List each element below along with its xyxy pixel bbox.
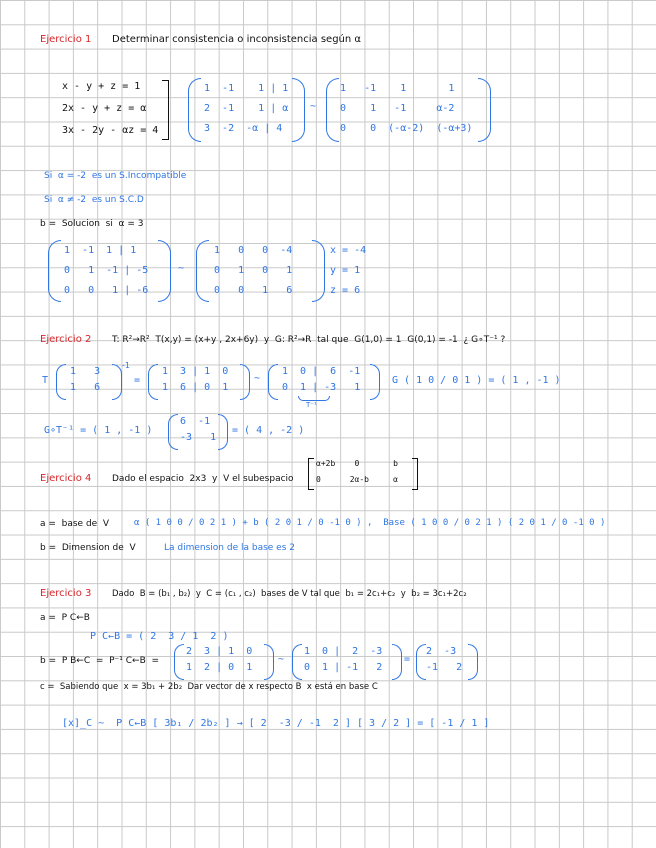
e4-answer-b: La dimension de la base es 2 <box>164 543 295 553</box>
exercise-1-title: Ejercicio 1 <box>40 34 92 45</box>
e2-t-row-1: 1 3 <box>70 366 101 377</box>
e3-m2-right-paren <box>392 644 402 680</box>
e1-tilde: ~ <box>310 101 317 112</box>
e3-m2-left-paren <box>292 644 302 680</box>
e1-conclusion-2: Si α ≠ -2 es un S.C.D <box>44 195 144 205</box>
e3-m2-row-2: 0 1 | -1 2 <box>304 662 383 673</box>
e1-matrix-b-row-2: 0 1 -1 α-2 <box>340 103 455 114</box>
e3-item-b: b = P B←C = P⁻¹ C←B = <box>40 656 160 666</box>
e3-item-c: c = Sabiendo que x = 3b₁ + 2b₂ Dar vector de x respecto B x está en base C <box>40 682 378 692</box>
e2-m1-left-paren <box>148 364 158 400</box>
e1-item-b: b = Solucion si α = 3 <box>40 219 144 229</box>
e4-subspace-left-bracket <box>308 458 314 490</box>
exercise-1-statement: Determinar consistencia o inconsistencia según α <box>112 34 361 45</box>
e4-subspace-row-1: α+2b 0 b <box>316 459 398 468</box>
e4-subspace-row-2: 0 2α-b α <box>316 475 398 484</box>
e1-conclusion-1: Si α = -2 es un S.Incompatible <box>44 171 187 181</box>
exercise-3-statement: Dado B = (b₁ , b₂) y C = (c₁ , c₂) bases de V tal que b₁ = 2c₁+c₂ y b₂ = 3c₁+2c₂ <box>112 589 467 599</box>
e3-item-a: a = P C←B <box>40 613 90 623</box>
e1-matrix-b-right-paren <box>478 78 491 142</box>
e1-matrix-d-row-1: 1 0 0 -4 <box>214 245 293 256</box>
e1-matrix-a-row-1: 1 -1 1 | 1 <box>204 83 289 94</box>
e2-gt-result: = ( 4 , -2 ) <box>232 425 305 436</box>
e1-tilde-2: ~ <box>178 263 185 274</box>
e3-m1-row-2: 1 2 | 0 1 <box>186 662 253 673</box>
exercise-2-title: Ejercicio 2 <box>40 334 92 345</box>
exercise-3-title: Ejercicio 3 <box>40 588 92 599</box>
e2-m2-right-paren <box>370 364 380 400</box>
e1-matrix-a-left-paren <box>188 78 201 142</box>
e2-gt-left-paren <box>168 414 178 450</box>
e1-matrix-c-row-3: 0 0 1 | -6 <box>64 285 149 296</box>
e2-m1-right-paren <box>240 364 250 400</box>
e1-matrix-b-left-paren <box>326 78 339 142</box>
e2-gt-row-1: 6 -1 <box>180 416 211 427</box>
exercise-2-statement: T: R²→R² T(x,y) = (x+y , 2x+6y) y G: R²→R tal que G(1,0) = 1 G(0,1) = -1 ¿ G∘T⁻¹ ? <box>112 335 506 345</box>
e3-m1-row-1: 2 3 | 1 0 <box>186 646 253 657</box>
e1-matrix-b-row-3: 0 0 (-α-2) (-α+3) <box>340 123 473 134</box>
e1-equation-2: 2x - y + z = α <box>62 103 147 114</box>
e2-m1-row-2: 1 6 | 0 1 <box>162 382 229 393</box>
e1-matrix-c-row-1: 1 -1 1 | 1 <box>64 245 137 256</box>
e1-matrix-d-row-2: 0 1 0 1 <box>214 265 293 276</box>
e1-matrix-d-left-paren <box>196 240 209 302</box>
e2-m2-row-1: 1 0 | 6 -1 <box>282 366 361 377</box>
e2-m1-row-1: 1 3 | 1 0 <box>162 366 229 377</box>
e3-m1-right-paren <box>264 644 274 680</box>
e3-calculation: [x]_C ~ P C←B [ 3b₁ / 2b₂ ] → [ 2 -3 / -1 2 ] [ 3 / 2 ] = [ -1 / 1 ] <box>62 718 490 729</box>
e1-matrix-d-row-3: 0 0 1 6 <box>214 285 293 296</box>
e1-matrix-a-row-2: 2 -1 1 | α <box>204 103 289 114</box>
e3-equals: = <box>404 654 411 665</box>
e1-matrix-b-row-1: 1 -1 1 1 <box>340 83 455 94</box>
e4-item-a: a = base de V <box>40 519 110 529</box>
e1-matrix-c-row-2: 0 1 -1 | -5 <box>64 265 149 276</box>
e1-matrix-d-right-paren <box>312 240 325 302</box>
e3-res-row-1: 2 -3 <box>426 646 457 657</box>
e2-gt-lhs: G∘T⁻¹ = ( 1 , -1 ) <box>44 425 153 436</box>
e2-t-left-paren <box>56 364 66 400</box>
e1-solution-x: x = -4 <box>330 245 367 256</box>
e2-t-inverse-exponent: -1 <box>122 361 130 370</box>
e4-subspace-right-bracket <box>412 458 418 490</box>
e1-system-bracket <box>162 80 169 140</box>
e1-equation-1: x - y + z = 1 <box>62 81 141 92</box>
e3-res-left-paren <box>416 644 426 680</box>
e1-solution-y: y = 1 <box>330 265 361 276</box>
e1-solution-z: z = 6 <box>330 285 361 296</box>
e1-equation-3: 3x - 2y - αz = 4 <box>62 125 159 136</box>
e2-tilde: ~ <box>254 373 261 384</box>
e1-matrix-c-left-paren <box>48 240 61 302</box>
e3-res-right-paren <box>468 644 478 680</box>
e2-tinv-label: T⁻¹ <box>306 401 317 409</box>
e3-m1-left-paren <box>174 644 184 680</box>
e2-t-row-2: 1 6 <box>70 382 101 393</box>
e2-equals: = <box>134 375 141 386</box>
e4-basis: α ( 1 0 0 / 0 2 1 ) + b ( 2 0 1 / 0 -1 0 ) , Base ( 1 0 0 / 0 2 1 ) ( 2 0 1 / 0 -1 0 ) <box>134 518 606 528</box>
e2-g-result: G ( 1 0 / 0 1 ) = ( 1 , -1 ) <box>392 375 561 386</box>
exercise-4-statement: Dado el espacio 2x3 y V el subespacio <box>112 474 294 484</box>
e1-matrix-a-right-paren <box>292 78 305 142</box>
e3-res-row-2: -1 2 <box>426 662 463 673</box>
e3-change-matrix: P C←B = ( 2 3 / 1 2 ) <box>90 631 229 642</box>
e2-m2-row-2: 0 1 | -3 1 <box>282 382 361 393</box>
e1-matrix-c-right-paren <box>158 240 171 302</box>
e2-t-label: T <box>42 375 49 386</box>
exercise-4-title: Ejercicio 4 <box>40 473 92 484</box>
e4-item-b: b = Dimension de V <box>40 543 136 553</box>
e3-tilde: ~ <box>278 654 285 665</box>
e2-m2-left-paren <box>268 364 278 400</box>
e2-t-right-paren <box>112 364 122 400</box>
e2-gt-right-paren <box>218 414 228 450</box>
e3-m2-row-1: 1 0 | 2 -3 <box>304 646 383 657</box>
e2-gt-row-2: -3 1 <box>180 432 217 443</box>
e1-matrix-a-row-3: 3 -2 -α | 4 <box>204 123 283 134</box>
